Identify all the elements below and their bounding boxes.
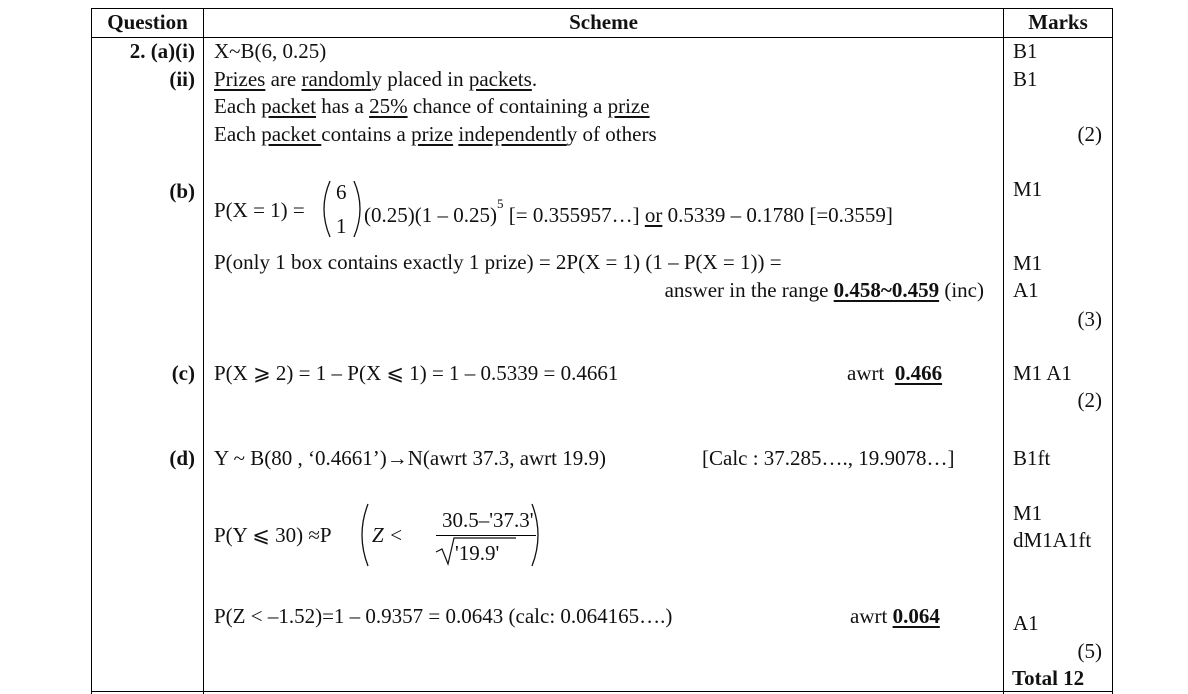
a-ii-line-3	[214, 121, 657, 147]
d-mark-3: dM1A1ft	[1013, 528, 1092, 552]
b-power: 5	[496, 196, 504, 211]
d-calc: [Calc : 37.285…., 19.9078…]	[702, 446, 955, 470]
a-ii-word: prize	[607, 94, 650, 118]
d-fraction-line	[436, 535, 536, 536]
question-label-d: (d)	[169, 446, 195, 470]
a-ii-word: packet	[261, 122, 322, 146]
c-subtotal: (2)	[1077, 388, 1102, 412]
a-ii-word: randoml	[301, 67, 372, 91]
b-mark-2: M1	[1013, 251, 1043, 275]
d-mark-1: B1ft	[1013, 446, 1051, 470]
c-marks: M1 A1	[1013, 361, 1072, 385]
d-denominator: '19.9'	[455, 541, 500, 565]
b-mark-1: M1	[1013, 177, 1043, 201]
a-ii-text: y placed in	[371, 67, 469, 91]
question-label-a-ii: (ii)	[169, 67, 195, 91]
right-border	[1112, 8, 1113, 694]
b-alternative: 0.5339 – 0.1780 [=0.3559]	[662, 203, 893, 227]
b-subtotal: (3)	[1077, 307, 1102, 331]
a-ii-text: Each	[214, 122, 262, 146]
header-marks: Marks	[1028, 10, 1088, 34]
a-ii-text: are	[265, 67, 302, 91]
c-awrt: awrt	[847, 361, 885, 385]
a-ii-line-2	[214, 93, 650, 119]
c-answer-line	[847, 360, 942, 386]
a-ii-word: Prizes	[214, 67, 266, 91]
d-line-3: P(Z < –1.52)=1 – 0.9357 = 0.0643 (calc: 0.064165….)	[214, 604, 673, 628]
a-ii-text: y of others	[566, 122, 657, 146]
a-ii-line-1	[214, 66, 537, 92]
a-ii-word: prize	[411, 122, 454, 146]
a-ii-text: has a	[316, 94, 370, 118]
b-answer-suffix: (inc)	[939, 278, 984, 302]
a-ii-word: packet	[261, 94, 317, 118]
a-i-scheme: X~B(6, 0.25)	[214, 39, 327, 63]
b-line-3	[214, 277, 984, 303]
a-ii-text: .	[531, 67, 538, 91]
b-product: (0.25)(1 – 0.25)	[364, 203, 497, 227]
a-ii-mark: B1	[1013, 67, 1038, 91]
question-label-2a-i: 2. (a)(i)	[129, 39, 195, 63]
a-ii-word: independentl	[458, 122, 567, 146]
question-column-divider	[203, 8, 204, 694]
d-answer: 0.064	[892, 604, 940, 628]
b-value: [= 0.355957…]	[503, 203, 645, 227]
marks-column-divider	[1003, 8, 1004, 694]
question-label-c: (c)	[171, 361, 195, 385]
binomial-top: 6	[336, 180, 347, 204]
question-total: Total 12	[1012, 666, 1085, 690]
left-border	[91, 8, 92, 694]
header-question: Question	[107, 10, 188, 34]
a-ii-text: contains a	[321, 122, 412, 146]
b-mark-3: A1	[1013, 278, 1039, 302]
b-probability-label: P(X = 1) =	[214, 198, 305, 222]
d-numerator: 30.5–'37.3'	[442, 508, 534, 532]
c-answer: 0.466	[894, 361, 943, 385]
d-mark-4: A1	[1013, 611, 1039, 635]
a-ii-word: 25%	[369, 94, 408, 118]
question-label-b: (b)	[169, 179, 195, 203]
table-bottom-border	[91, 691, 1113, 692]
d-mark-2: M1	[1013, 501, 1043, 525]
a-ii-text: Each	[214, 94, 262, 118]
c-scheme: P(X ⩾ 2) = 1 – P(X ⩽ 1) = 1 – 0.5339 = 0.4661	[214, 361, 619, 385]
header-scheme: Scheme	[569, 10, 638, 34]
d-subtotal: (5)	[1077, 639, 1102, 663]
b-answer: 0.458~0.459	[833, 278, 940, 302]
b-answer-prefix: answer in the range	[664, 278, 834, 302]
a-subtotal: (2)	[1077, 122, 1102, 146]
b-or: or	[644, 203, 663, 227]
d-line-1: Y ~ B(80 , ‘0.4661’)→N(awrt 37.3, awrt 19.9)	[214, 446, 607, 470]
binomial-bottom: 1	[336, 214, 347, 238]
a-ii-text: chance of containing a	[407, 94, 608, 118]
d-z-less: Z <	[372, 523, 404, 547]
d-probability-left: P(Y ⩽ 30) ≈P	[214, 523, 332, 547]
d-awrt: awrt	[850, 604, 888, 628]
b-line-2: P(only 1 box contains exactly 1 prize) = 2P(X = 1) (1 – P(X = 1)) =	[214, 250, 782, 274]
a-i-mark: B1	[1013, 39, 1038, 63]
a-ii-word: packets	[468, 67, 532, 91]
d-answer-line	[850, 603, 940, 629]
b-line-1	[364, 197, 893, 228]
